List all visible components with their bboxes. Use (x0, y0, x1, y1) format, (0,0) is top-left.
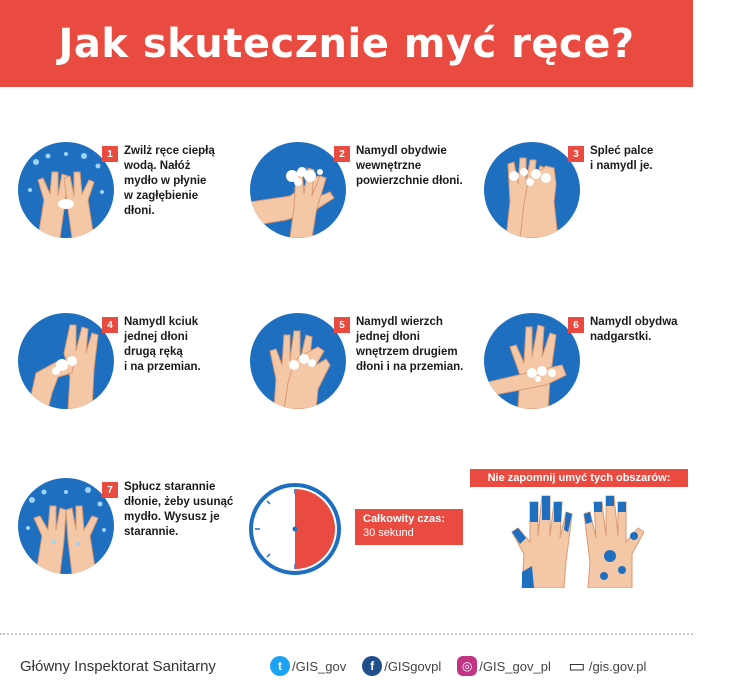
back-of-hand-icon (250, 313, 346, 409)
step-number: 1 (102, 146, 118, 162)
footer-divider (0, 633, 693, 635)
step-instruction: Namydl obydwie wewnętrzne powierzchnie dłoni. (356, 145, 463, 187)
timer-clock-icon (248, 482, 342, 576)
step-instruction: Namydl obydwa nadgarstki. (590, 316, 678, 343)
step-7 (18, 478, 248, 598)
step-1 (18, 142, 248, 262)
website-link[interactable] (567, 656, 647, 676)
website-address: /gis.gov.pl (588, 658, 647, 674)
organization-name: Główny Inspektorat Sanitarny (20, 657, 216, 675)
twitter-icon: t (270, 656, 290, 676)
step-5 (250, 313, 480, 433)
step-instruction: Zwilż ręce ciepłą wodą. Nałóż mydło w płynie w zagłębienie dłoni. (124, 145, 215, 217)
twitter-link[interactable] (270, 656, 346, 676)
step-number: 5 (334, 317, 350, 333)
step-number: 7 (102, 482, 118, 498)
interlace-fingers-icon (484, 142, 580, 238)
step-6 (484, 313, 714, 433)
step-4 (18, 313, 248, 433)
step-number: 2 (334, 146, 350, 162)
total-time-badge (355, 509, 463, 545)
total-time-label: Całkowity czas: (363, 513, 445, 525)
thumb-wash-icon (18, 313, 114, 409)
total-time-value: 30 sekund (363, 527, 414, 539)
reminder-banner: Nie zapomnij umyć tych obszarów: (470, 469, 688, 487)
facebook-link[interactable] (362, 656, 441, 676)
monitor-icon: ▭ (568, 655, 586, 676)
footer (0, 646, 693, 686)
twitter-handle: /GIS_gov (292, 658, 347, 674)
instagram-link[interactable] (457, 656, 551, 676)
instagram-handle: /GIS_gov_pl (479, 658, 551, 674)
step-instruction: Spleć palce i namydl je. (590, 145, 654, 172)
instagram-icon: ◎ (457, 656, 477, 676)
step-number: 3 (568, 146, 584, 162)
rub-palms-icon (250, 142, 346, 238)
step-number: 4 (102, 317, 118, 333)
step-instruction: Spłucz starannie dłonie, żeby usunąć mydło. Wysusz je starannie. (124, 481, 234, 538)
step-2 (250, 142, 480, 262)
title-banner (0, 0, 693, 87)
step-number: 6 (568, 317, 584, 333)
wet-hands-icon (18, 142, 114, 238)
step-instruction: Namydl wierzch jednej dłoni wnętrzem drugiem dłoni i na przemian. (356, 316, 464, 373)
facebook-icon: f (362, 656, 382, 676)
step-3 (484, 142, 714, 262)
page-title: Jak skutecznie myć ręce? (58, 20, 635, 67)
facebook-handle: /GISgovpl (384, 658, 442, 674)
timer-dial (248, 482, 342, 576)
missed-areas-hands-icon (508, 492, 644, 588)
step-instruction: Namydl kciuk jednej dłoni drugą ręką i na przemian. (124, 316, 201, 373)
rinse-hands-icon (18, 478, 114, 574)
wrist-wash-icon (484, 313, 580, 409)
